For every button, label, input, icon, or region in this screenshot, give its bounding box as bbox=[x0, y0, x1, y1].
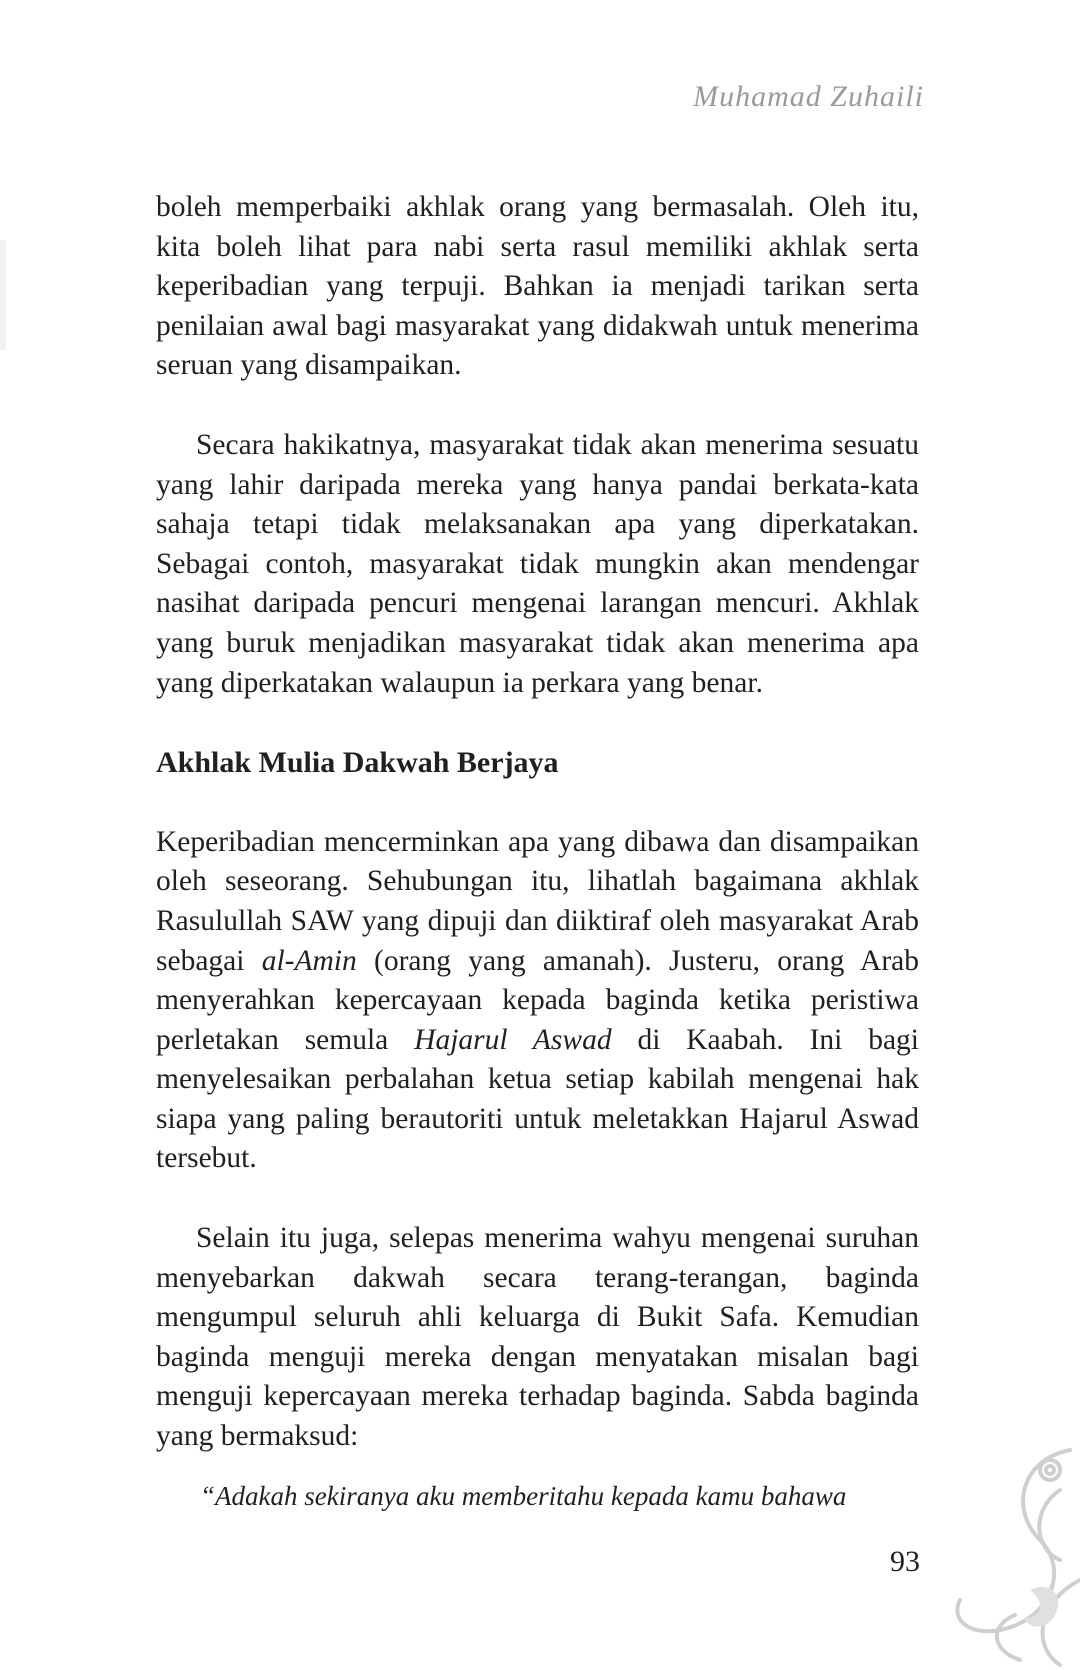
paragraph-3-text-c: di Kaabah. Ini bagi menyelesaikan perbalahan ketua setiap kabilah mengenai hak siapa yang paling berautoriti untuk meletakkan Hajarul Aswad tersebut. bbox=[156, 1023, 919, 1175]
paragraph-3-text-a: Keperibadian mencerminkan apa yang dibawa dan disampaikan oleh seseorang. Sehubungan itu, lihatlah bagaimana akhlak Rasulullah SAW yang dipuji dan diiktiraf oleh masyarakat Arab sebagai bbox=[156, 825, 919, 977]
term-hajarul-aswad: Hajarul Aswad bbox=[414, 1023, 612, 1056]
swirl-ornament-icon bbox=[920, 1430, 1080, 1670]
term-al-amin: al-Amin bbox=[261, 944, 357, 977]
hadith-quote: “Adakah sekiranya aku memberitahu kepada kamu bahawa bbox=[200, 1480, 847, 1511]
page-edge-shadow bbox=[0, 240, 6, 350]
paragraph-1: boleh memperbaiki akhlak orang yang bermasalah. Oleh itu, kita boleh lihat para nabi serta rasul memiliki akhlak serta keperibadian yang terpuji. Bahkan ia menjadi tarikan serta penilaian awal bagi masyarakat yang didakwah untuk menerima seruan yang disampaikan. bbox=[156, 191, 919, 382]
page-number: 93 bbox=[890, 1545, 920, 1578]
body-text bbox=[156, 188, 919, 1516]
section-heading: Akhlak Mulia Dakwah Berjaya bbox=[156, 746, 559, 780]
paragraph-3-text-b: (orang yang amanah). Justeru, orang Arab menyerahkan kepercayaan kepada baginda ketika peristiwa perletakan semula bbox=[156, 944, 919, 1056]
running-head: Muhamad Zuhaili bbox=[693, 80, 924, 113]
paragraph-4: Selain itu juga, selepas menerima wahyu mengenai suruhan menyebarkan dakwah secara terang-terangan, baginda mengumpul seluruh ahli keluarga di Bukit Safa. Kemudian baginda menguji mereka dengan menyatakan misalan bagi menguji kepercayaan mereka terhadap baginda. Sabda baginda yang bermaksud: bbox=[156, 1222, 919, 1453]
paragraph-3 bbox=[156, 823, 919, 1179]
paragraph-2: Secara hakikatnya, masyarakat tidak akan menerima sesuatu yang lahir daripada mereka yang hanya pandai berkata-kata sahaja tetapi tidak melaksanakan apa yang diperkatakan. Sebagai contoh, masyarakat tidak mungkin akan mendengar nasihat daripada pencuri mengenai larangan mencuri. Akhlak yang buruk menjadikan masyarakat tidak akan menerima apa yang diperkatakan walaupun ia perkara yang benar. bbox=[156, 428, 919, 699]
